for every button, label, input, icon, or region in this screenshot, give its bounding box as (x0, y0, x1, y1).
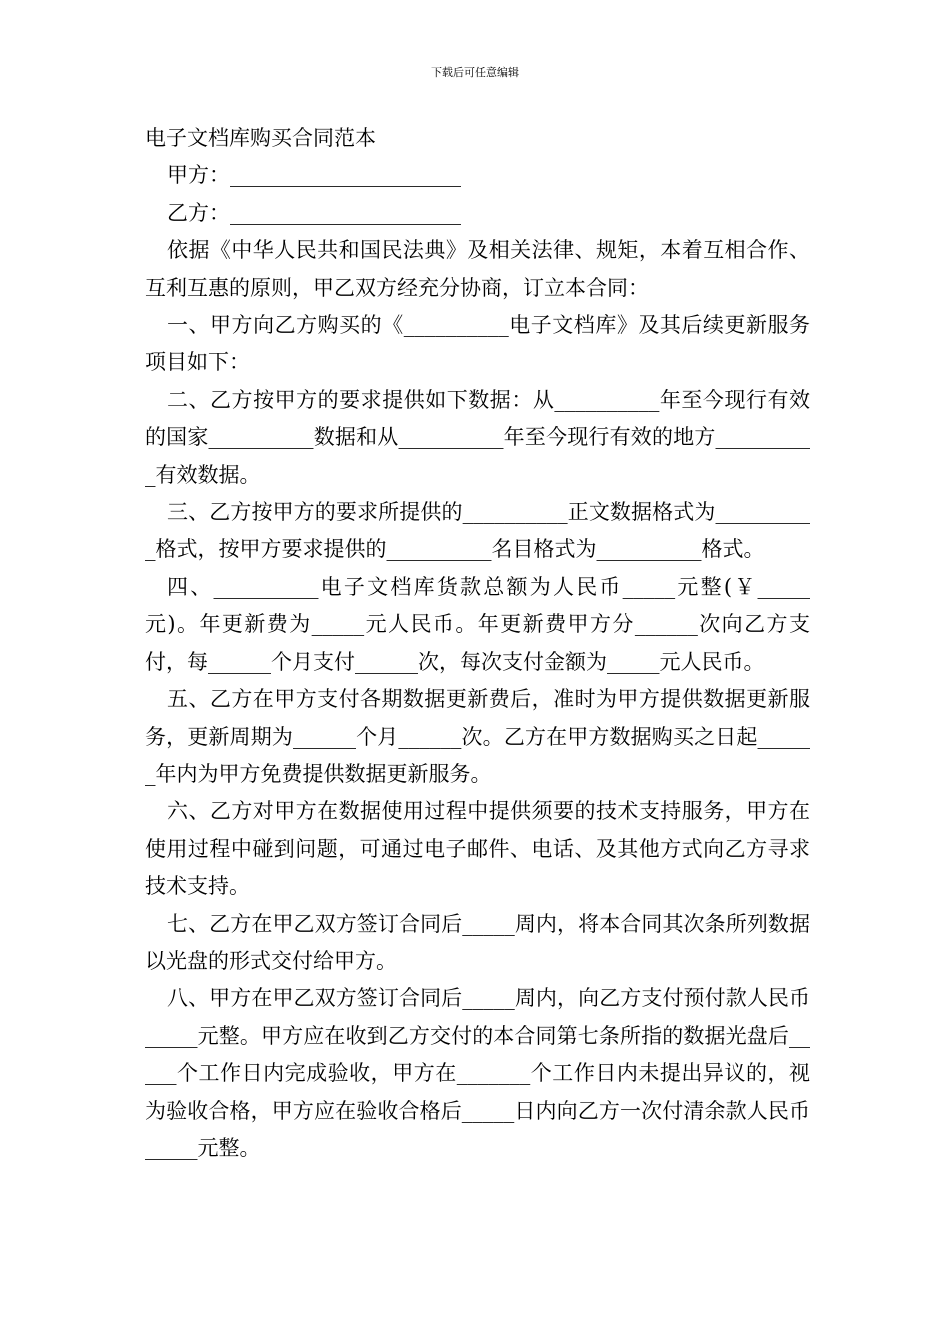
clause-1-paragraph: 一、甲方向乙方购买的《__________电子文档库》及其后续更新服务项目如下： (145, 313, 810, 375)
preamble-paragraph: 依据《中华人民共和国民法典》及相关法律、规矩，本着互相合作、互利互惠的原则，甲乙双方经充分协商，订立本合同： (145, 238, 810, 300)
clause-8-paragraph: 八、甲方在甲乙双方签订合同后_____周内，向乙方支付预付款人民币_____元整。甲方应在收到乙方交付的本合同第七条所指的数据光盘后_____个工作日内完成验收，甲方在_______个工作日内未提出异议的，视为验收合格，甲方应在验收合格后_____日内向乙方一次付清余款人民币_____元整。 (145, 986, 810, 1160)
party-a-line: 甲方：______________________ (167, 163, 461, 188)
contract-document (145, 120, 810, 1167)
clause-3-paragraph: 三、乙方按甲方的要求所提供的__________正文数据格式为__________格式，按甲方要求提供的__________名目格式为__________格式。 (145, 500, 810, 562)
party-b-line: 乙方：______________________ (167, 200, 461, 225)
clause-6-paragraph: 六、乙方对甲方在数据使用过程中提供须要的技术支持服务，甲方在使用过程中碰到问题，可通过电子邮件、电话、及其他方式向乙方寻求技术支持。 (145, 799, 810, 899)
clause-2-paragraph: 二、乙方按甲方的要求提供如下数据：从__________年至今现行有效的国家__________数据和从__________年至今现行有效的地方__________有效数据。 (145, 387, 810, 487)
clause-4-paragraph: 四、__________电子文档库货款总额为人民币_____元整(￥_____元)。年更新费为_____元人民币。年更新费甲方分______次向乙方支付，每______个月支付______次，每次支付金额为_____元人民币。 (145, 574, 810, 674)
page-header-note: 下载后可任意编辑 (431, 66, 519, 79)
clause-7-paragraph: 七、乙方在甲乙双方签订合同后_____周内，将本合同其次条所列数据以光盘的形式交付给甲方。 (145, 911, 810, 973)
document-title: 电子文档库购买合同范本 (145, 126, 376, 150)
clause-5-paragraph: 五、乙方在甲方支付各期数据更新费后，准时为甲方提供数据更新服务，更新周期为______个月______次。乙方在甲方数据购买之日起______年内为甲方免费提供数据更新服务。 (145, 687, 810, 786)
